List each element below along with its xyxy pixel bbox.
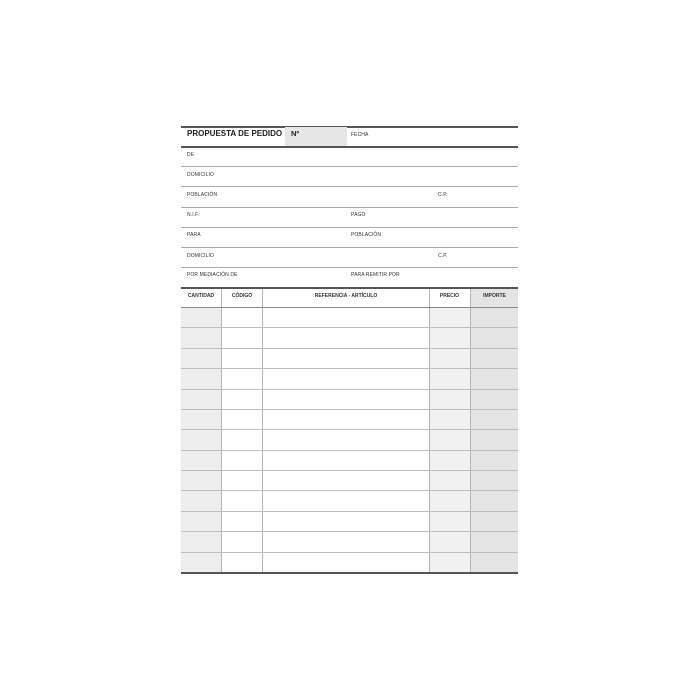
table-row[interactable] <box>181 327 518 328</box>
poblacion2-label: POBLACIÓN <box>351 232 382 238</box>
column-divider <box>470 289 471 572</box>
domicilio-label: DOMICILIO <box>187 172 215 178</box>
column-header-codigo: CÓDIGO <box>231 293 253 299</box>
pago-label: PAGO <box>351 212 366 218</box>
poblacion-label: POBLACIÓN <box>187 192 218 198</box>
column-divider <box>221 289 222 572</box>
de-label: DE <box>187 152 195 158</box>
table-row[interactable] <box>181 389 518 390</box>
items-table <box>181 289 518 574</box>
cp2-label: C.P. <box>438 253 448 259</box>
table-row[interactable] <box>181 511 518 512</box>
column-header-referencia: REFERENCIA - ARTÍCULO <box>314 293 378 299</box>
row-divider <box>181 186 518 187</box>
importe-column-shade <box>471 289 518 572</box>
por-mediacion-label: POR MEDIACIÓN DE <box>187 272 238 278</box>
column-divider <box>262 289 263 572</box>
table-row[interactable] <box>181 531 518 532</box>
table-row[interactable] <box>181 490 518 491</box>
cantidad-column-shade <box>181 307 221 572</box>
domicilio2-label: DOMICILIO <box>187 253 215 259</box>
row-divider <box>181 267 518 268</box>
form-title: PROPUESTA DE PEDIDO <box>187 129 283 138</box>
cp-label: C.P. <box>438 192 448 198</box>
column-header-cantidad: CANTIDAD <box>187 293 215 299</box>
table-row[interactable] <box>181 429 518 430</box>
para-label: PARA <box>187 232 201 238</box>
para-remitir-label: PARA REMITIR POR <box>351 272 400 278</box>
row-divider <box>181 166 518 167</box>
number-label: Nº <box>291 129 300 138</box>
header-bottom-border <box>181 146 518 148</box>
fecha-label: FECHA <box>351 132 369 138</box>
column-header-importe: IMPORTE <box>483 293 506 299</box>
row-divider <box>181 247 518 248</box>
row-divider <box>181 227 518 228</box>
table-row[interactable] <box>181 368 518 369</box>
table-row[interactable] <box>181 552 518 553</box>
table-row[interactable] <box>181 470 518 471</box>
table-bottom-border <box>181 572 518 574</box>
precio-column-shade <box>429 307 470 572</box>
column-header-precio: PRECIO <box>439 293 460 299</box>
table-row[interactable] <box>181 409 518 410</box>
column-divider <box>429 289 430 572</box>
table-row[interactable] <box>181 307 518 308</box>
form-top-border <box>181 126 518 128</box>
row-divider <box>181 207 518 208</box>
table-row[interactable] <box>181 348 518 349</box>
table-row[interactable] <box>181 450 518 451</box>
nif-label: N.I.F. <box>187 212 200 218</box>
